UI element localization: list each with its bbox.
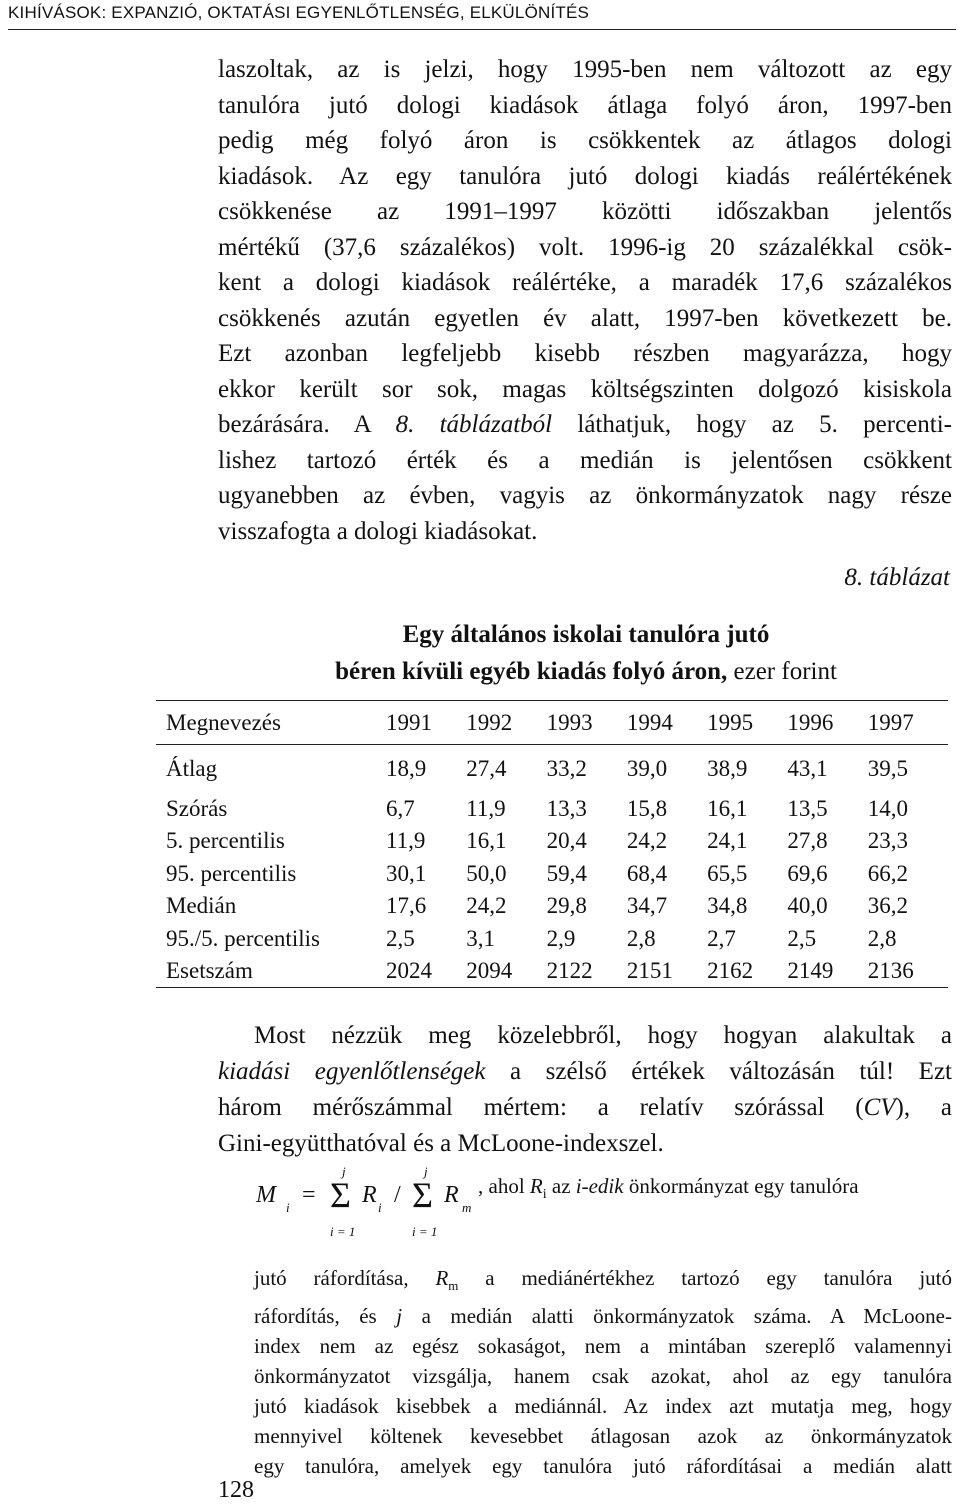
var-R: R bbox=[435, 1266, 449, 1290]
formula-lower-i: i = 1 bbox=[412, 1224, 438, 1239]
text-line: tanulóra jutó dologi kiadások átlaga folyó áron, 1997-ben bbox=[218, 91, 952, 119]
col-header-1992: 1992 bbox=[466, 709, 513, 735]
table-row bbox=[156, 858, 948, 891]
text-line: önkormányzatot vizsgálja, hanem csak azokat, ahol az egy tanulóra bbox=[254, 1364, 952, 1389]
table-row bbox=[156, 923, 948, 956]
text-line: Ezt azonban legfeljebb kisebb részben magyarázza, hogy bbox=[218, 340, 952, 367]
table-cell: 27,4 bbox=[466, 755, 507, 781]
table-cell: 3,1 bbox=[466, 925, 496, 951]
table-cell: 11,9 bbox=[466, 795, 506, 821]
text-line bbox=[254, 1301, 952, 1331]
table-cell: 2149 bbox=[787, 958, 834, 983]
col-header-1993: 1993 bbox=[546, 709, 593, 735]
text-line bbox=[254, 1263, 952, 1301]
formula-sub-m: m bbox=[462, 1200, 472, 1215]
table-cell: 50,0 bbox=[466, 860, 507, 886]
table-cell: 6,7 bbox=[386, 795, 415, 821]
cv-symbol: CV bbox=[863, 1094, 896, 1121]
table-cell: 24,1 bbox=[707, 828, 748, 854]
table-row bbox=[156, 745, 948, 793]
table-cell: 11,9 bbox=[386, 828, 426, 854]
text-run: három mérőszámmal mértem: a relatív szórással ( bbox=[218, 1094, 864, 1121]
table-cell: 13,3 bbox=[546, 795, 587, 821]
table-cell: 2122 bbox=[546, 958, 593, 983]
text-run: láthatjuk, hogy az 5. percenti- bbox=[552, 411, 952, 438]
text-line: jutó kiadások kisebbek a mediánnál. Az index azt mutatja meg, hogy bbox=[254, 1394, 952, 1419]
sigma-icon: Σ bbox=[330, 1175, 351, 1215]
table-cell: 33,2 bbox=[546, 755, 587, 781]
formula-M: M bbox=[256, 1182, 276, 1208]
text-run: bezárására. A bbox=[218, 411, 396, 438]
text-line: csökkenése az 1991–1997 közötti időszakban jelentős bbox=[218, 198, 952, 225]
var-sub: m bbox=[448, 1278, 459, 1294]
text-run: ), a bbox=[895, 1094, 952, 1121]
text-line: mértékű (37,6 százalékos) volt. 1996-ig 20 százalékkal csök- bbox=[218, 233, 952, 261]
row-label: Medián bbox=[166, 893, 237, 919]
text-line bbox=[218, 1054, 952, 1090]
table-cell: 23,3 bbox=[867, 828, 908, 854]
text-italic: i-edik bbox=[575, 1174, 624, 1198]
var-j: j bbox=[396, 1304, 403, 1329]
body-paragraph-3 bbox=[254, 1263, 952, 1481]
table-cell: 43,1 bbox=[787, 755, 828, 781]
text-run: az bbox=[546, 1174, 576, 1198]
text-run: , ahol bbox=[478, 1174, 530, 1198]
formula-sub-i: i bbox=[286, 1200, 290, 1215]
table-cell: 20,4 bbox=[546, 828, 587, 854]
table-cell: 39,5 bbox=[867, 755, 908, 781]
formula-slash: / bbox=[394, 1182, 401, 1208]
text-line: mennyivel költenek kevesebbet átlagosan azok az önkormányzatok bbox=[254, 1424, 952, 1449]
text-line: kiadások. Az egy tanulóra jutó dologi kiadás reálértékének bbox=[218, 162, 952, 190]
table-cell: 2136 bbox=[867, 958, 914, 983]
sigma-icon: Σ bbox=[412, 1175, 433, 1215]
table-reference: 8. táblázatból bbox=[395, 411, 553, 438]
row-label: 5. percentilis bbox=[166, 828, 285, 854]
formula-equals: = bbox=[302, 1182, 316, 1208]
table-cell: 2094 bbox=[466, 958, 513, 983]
formula-upper-j: j bbox=[342, 1164, 346, 1179]
table-cell: 14,0 bbox=[867, 795, 908, 821]
row-label: Esetszám bbox=[166, 958, 253, 983]
table-cell: 24,2 bbox=[466, 893, 507, 919]
text-line: Most nézzük meg közelebbről, hogy hogyan alakultak a bbox=[254, 1022, 952, 1049]
table-cell: 59,4 bbox=[546, 860, 587, 886]
text-run: a mediánértékhez tartozó egy tanulóra jutó bbox=[458, 1266, 952, 1290]
table-cell: 40,0 bbox=[787, 893, 828, 919]
text-line: kent a dologi kiadások reálértéke, a maradék 17,6 százalékos bbox=[218, 269, 952, 296]
table-cell: 2,7 bbox=[707, 925, 736, 951]
table-title bbox=[286, 616, 886, 690]
table-cell: 2,5 bbox=[787, 925, 817, 951]
table-cell: 2024 bbox=[386, 958, 432, 983]
emphasis-text: kiadási egyenlőtlenségek bbox=[218, 1058, 486, 1085]
text-line bbox=[218, 407, 952, 443]
col-header-1991: 1991 bbox=[386, 709, 432, 735]
formula-upper-j: j bbox=[424, 1164, 428, 1179]
text-line: pedig még folyó áron is csökkentek az átlagos dologi bbox=[218, 127, 952, 154]
col-header-1994: 1994 bbox=[626, 709, 673, 735]
table-cell: 15,8 bbox=[626, 795, 668, 821]
table-cell: 34,8 bbox=[707, 893, 748, 919]
table-row bbox=[156, 955, 948, 988]
text-line: index nem az egész sokaságot, nem a mintában szereplő valamennyi bbox=[254, 1334, 952, 1359]
text-run: önkormányzat egy tanulóra bbox=[623, 1174, 859, 1198]
table-cell: 39,0 bbox=[626, 755, 668, 781]
table-cell: 65,5 bbox=[707, 860, 748, 886]
formula-R: R bbox=[444, 1182, 459, 1208]
table-cell: 2,9 bbox=[546, 925, 576, 951]
text-line: lishez tartozó érték és a medián is jelentősen csökkent bbox=[218, 446, 952, 474]
table-title-line-2 bbox=[286, 653, 886, 690]
var-R: R bbox=[529, 1174, 543, 1198]
text-line: egy tanulóra, amelyek egy tanulóra jutó ráfordításai a medián alatt bbox=[254, 1454, 952, 1479]
table-cell: 27,8 bbox=[787, 828, 828, 854]
table-title-line-1: Egy általános iskolai tanulóra jutó bbox=[402, 621, 770, 648]
table-cell: 69,6 bbox=[787, 860, 828, 886]
col-header-1996: 1996 bbox=[787, 709, 834, 735]
formula-R: R bbox=[362, 1182, 377, 1208]
row-label: Szórás bbox=[166, 795, 228, 821]
table-cell: 2162 bbox=[707, 958, 754, 983]
table-cell: 2,8 bbox=[867, 925, 897, 951]
table-header-row bbox=[156, 701, 948, 745]
table-caption: 8. táblázat bbox=[844, 564, 950, 591]
mcloone-formula bbox=[256, 1164, 956, 1240]
table-cell: 38,9 bbox=[707, 755, 748, 781]
text-run: a medián alatti önkormányzatok száma. A McLoone- bbox=[402, 1304, 952, 1329]
text-line: Gini-együtthatóval és a McLoone-indexszel. bbox=[218, 1130, 664, 1157]
table-title-bold: béren kívüli egyéb kiadás folyó áron, bbox=[335, 658, 728, 685]
table-cell: 18,9 bbox=[386, 755, 427, 781]
table-cell: 13,5 bbox=[787, 795, 828, 821]
row-label: 95./5. percentilis bbox=[166, 925, 320, 951]
table-cell: 2151 bbox=[626, 958, 673, 983]
table-cell: 30,1 bbox=[386, 860, 427, 886]
formula-lower-i: i = 1 bbox=[330, 1224, 356, 1239]
text-line: visszafogta a dologi kiadásokat. bbox=[218, 517, 538, 545]
table-cell: 2,8 bbox=[626, 925, 656, 951]
table-cell: 34,7 bbox=[626, 893, 668, 919]
body-paragraph-2 bbox=[218, 1018, 952, 1162]
text-line: ugyanebben az évben, vagyis az önkormányzatok nagy része bbox=[218, 482, 952, 509]
table-cell: 2,5 bbox=[386, 925, 415, 951]
table-row bbox=[156, 793, 948, 826]
text-run: a szélső értékek változásán túl! Ezt bbox=[485, 1058, 952, 1085]
text-line: ekkor került sor sok, magas költségszinten dolgozó kisiskola bbox=[218, 375, 952, 403]
text-line: csökkenés azután egyetlen év alatt, 1997-ben következett be. bbox=[218, 304, 952, 332]
table-row bbox=[156, 890, 948, 923]
table-cell: 16,1 bbox=[466, 828, 507, 854]
table-cell: 24,2 bbox=[626, 828, 668, 854]
table-row bbox=[156, 825, 948, 858]
col-header-name: Megnevezés bbox=[166, 709, 281, 735]
table-cell: 16,1 bbox=[707, 795, 748, 821]
text-line bbox=[218, 1090, 952, 1126]
formula-explanation bbox=[478, 1174, 859, 1203]
page-number: 128 bbox=[218, 1477, 254, 1503]
running-header: KIHÍVÁSOK: EXPANZIÓ, OKTATÁSI EGYENLŐTLENSÉG, ELKÜLÖNÍTÉS bbox=[8, 3, 956, 30]
row-label: 95. percentilis bbox=[166, 860, 297, 886]
text-line: laszoltak, az is jelzi, hogy 1995-ben nem változott az egy bbox=[218, 56, 952, 83]
table-cell: 68,4 bbox=[626, 860, 668, 886]
table-cell: 66,2 bbox=[867, 860, 908, 886]
col-header-1997: 1997 bbox=[867, 709, 914, 735]
table-title-unit: ezer forint bbox=[727, 658, 837, 685]
text-run: jutó ráfordítása, bbox=[254, 1266, 436, 1290]
body-paragraph-1 bbox=[218, 52, 952, 549]
table-cell: 36,2 bbox=[867, 893, 908, 919]
var-sub: i bbox=[542, 1187, 547, 1203]
table-cell: 29,8 bbox=[546, 893, 587, 919]
row-label: Átlag bbox=[166, 755, 218, 781]
text-run: ráfordítás, és bbox=[254, 1304, 397, 1329]
col-header-1995: 1995 bbox=[707, 709, 754, 735]
formula-sub-i: i bbox=[378, 1200, 382, 1215]
table-cell: 17,6 bbox=[386, 893, 427, 919]
expenditure-table bbox=[156, 700, 948, 988]
